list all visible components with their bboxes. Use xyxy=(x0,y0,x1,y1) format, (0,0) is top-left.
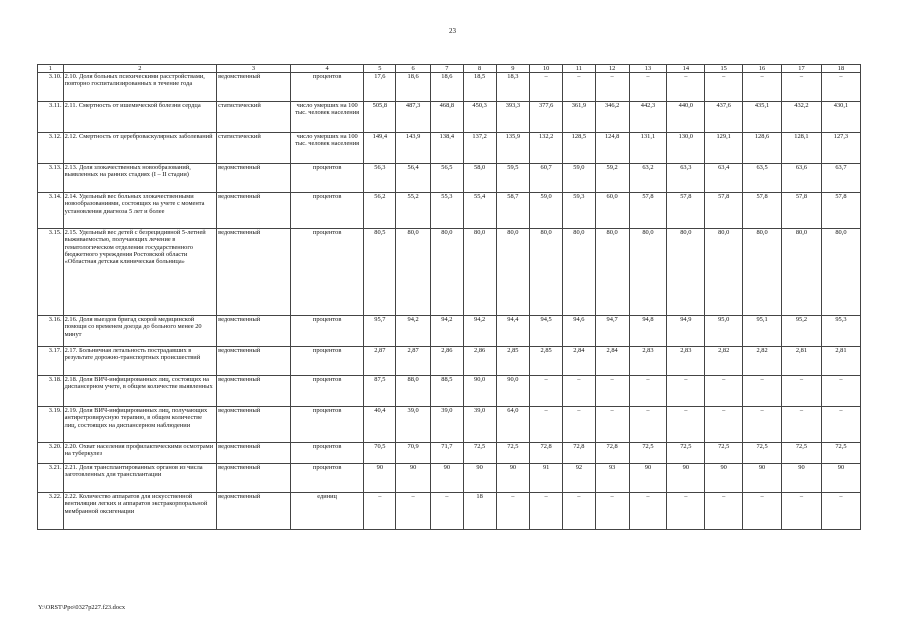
value-cell: 430,1 xyxy=(821,102,860,133)
row-number: 3.22. xyxy=(38,493,64,530)
unit-of-measure: процентов xyxy=(290,193,364,229)
value-cell: 90 xyxy=(821,464,860,493)
table-row xyxy=(38,347,861,376)
indicator-name: 2.17. Больничная летальность пострадавших в результате дорожно-транспортных происшествий xyxy=(63,347,217,376)
table-row xyxy=(38,73,861,102)
value-cell: – xyxy=(821,376,860,407)
indicator-type: ведомственный xyxy=(217,464,291,493)
value-cell: – xyxy=(667,407,705,443)
value-cell: 39,0 xyxy=(431,407,464,443)
header-cell: 9 xyxy=(496,65,530,73)
value-cell: 57,8 xyxy=(629,193,667,229)
value-cell: 94,2 xyxy=(396,316,431,347)
value-cell: – xyxy=(563,376,596,407)
value-cell: 57,8 xyxy=(705,193,743,229)
value-cell: 128,1 xyxy=(782,133,822,164)
value-cell: 80,5 xyxy=(364,229,396,316)
value-cell: 57,8 xyxy=(743,193,782,229)
indicator-type: ведомственный xyxy=(217,443,291,464)
header-cell: 7 xyxy=(431,65,464,73)
value-cell: 2,81 xyxy=(821,347,860,376)
value-cell: 63,4 xyxy=(705,164,743,193)
value-cell: 94,4 xyxy=(496,316,530,347)
value-cell: 127,3 xyxy=(821,133,860,164)
page-number: 23 xyxy=(449,27,456,35)
unit-of-measure: процентов xyxy=(290,347,364,376)
value-cell: 56,3 xyxy=(364,164,396,193)
value-cell: 442,3 xyxy=(629,102,667,133)
value-cell: 94,7 xyxy=(595,316,629,347)
value-cell: – xyxy=(396,493,431,530)
value-cell: 58,0 xyxy=(463,164,496,193)
value-cell: – xyxy=(595,73,629,102)
footer-path: Y:\ORST\Ppo\0327p227.f23.docx xyxy=(38,604,126,611)
value-cell: – xyxy=(743,376,782,407)
value-cell: 80,0 xyxy=(396,229,431,316)
indicator-type: статистический xyxy=(217,102,291,133)
value-cell: 2,82 xyxy=(705,347,743,376)
value-cell: 87,5 xyxy=(364,376,396,407)
value-cell: 72,5 xyxy=(463,443,496,464)
value-cell: – xyxy=(563,407,596,443)
row-number: 3.20. xyxy=(38,443,64,464)
value-cell: 72,5 xyxy=(667,443,705,464)
value-cell: 90,0 xyxy=(496,376,530,407)
header-row xyxy=(38,65,861,73)
value-cell: 72,5 xyxy=(821,443,860,464)
value-cell: 59,0 xyxy=(563,164,596,193)
value-cell: 94,6 xyxy=(563,316,596,347)
indicator-name: 2.14. Удельный вес больных злокачественными новообразованиями, состоящих на учете с момента установления диагноза 5 лет и более xyxy=(63,193,217,229)
value-cell: 63,6 xyxy=(782,164,822,193)
value-cell: 90 xyxy=(364,464,396,493)
value-cell: 57,8 xyxy=(782,193,822,229)
value-cell: – xyxy=(821,73,860,102)
value-cell: 432,2 xyxy=(782,102,822,133)
indicator-type: ведомственный xyxy=(217,347,291,376)
value-cell: 377,6 xyxy=(530,102,563,133)
value-cell: – xyxy=(667,73,705,102)
value-cell: 72,5 xyxy=(629,443,667,464)
value-cell: 80,0 xyxy=(530,229,563,316)
indicator-type: ведомственный xyxy=(217,493,291,530)
row-number: 3.21. xyxy=(38,464,64,493)
row-number: 3.18. xyxy=(38,376,64,407)
value-cell: 55,4 xyxy=(463,193,496,229)
value-cell: 505,8 xyxy=(364,102,396,133)
value-cell: 80,0 xyxy=(782,229,822,316)
indicator-type: ведомственный xyxy=(217,376,291,407)
unit-of-measure: единиц xyxy=(290,493,364,530)
value-cell: 63,5 xyxy=(743,164,782,193)
table-row xyxy=(38,493,861,530)
row-number: 3.11. xyxy=(38,102,64,133)
value-cell: 80,0 xyxy=(595,229,629,316)
value-cell: 92 xyxy=(563,464,596,493)
value-cell: – xyxy=(595,493,629,530)
indicator-name: 2.19. Доля ВИЧ-инфицированных лиц, получающих антиретровирусную терапию, в общем количестве лиц, состоящих на диспансерном наблюдении xyxy=(63,407,217,443)
header-cell: 17 xyxy=(782,65,822,73)
value-cell: 72,5 xyxy=(743,443,782,464)
value-cell: 17,6 xyxy=(364,73,396,102)
value-cell: 18,5 xyxy=(463,73,496,102)
value-cell: 40,4 xyxy=(364,407,396,443)
indicator-name: 2.18. Доля ВИЧ-инфицированных лиц, состоящих на диспансерном учете, в общем количестве выявленных xyxy=(63,376,217,407)
value-cell: – xyxy=(782,73,822,102)
unit-of-measure: процентов xyxy=(290,73,364,102)
header-cell: 2 xyxy=(63,65,217,73)
value-cell: 18,6 xyxy=(396,73,431,102)
value-cell: 90 xyxy=(782,464,822,493)
value-cell: 80,0 xyxy=(667,229,705,316)
value-cell: 60,7 xyxy=(530,164,563,193)
value-cell: 59,0 xyxy=(530,193,563,229)
value-cell: 94,2 xyxy=(463,316,496,347)
value-cell: – xyxy=(530,493,563,530)
indicator-type: ведомственный xyxy=(217,229,291,316)
value-cell: 2,84 xyxy=(595,347,629,376)
value-cell: 56,5 xyxy=(431,164,464,193)
value-cell: 129,1 xyxy=(705,133,743,164)
indicator-type: ведомственный xyxy=(217,407,291,443)
value-cell: 88,5 xyxy=(431,376,464,407)
value-cell: 2,85 xyxy=(496,347,530,376)
value-cell: 128,6 xyxy=(743,133,782,164)
row-number: 3.12. xyxy=(38,133,64,164)
value-cell: 80,0 xyxy=(463,229,496,316)
unit-of-measure: процентов xyxy=(290,407,364,443)
value-cell: – xyxy=(629,376,667,407)
value-cell: 450,3 xyxy=(463,102,496,133)
header-cell: 10 xyxy=(530,65,563,73)
value-cell: – xyxy=(629,493,667,530)
value-cell: 72,8 xyxy=(530,443,563,464)
value-cell: 94,5 xyxy=(530,316,563,347)
value-cell: – xyxy=(821,407,860,443)
value-cell: 95,3 xyxy=(821,316,860,347)
table-row xyxy=(38,133,861,164)
value-cell: 58,7 xyxy=(496,193,530,229)
unit-of-measure: число умерших на 100 тыс. человек населения xyxy=(290,133,364,164)
value-cell: 18 xyxy=(463,493,496,530)
value-cell: – xyxy=(530,407,563,443)
value-cell: 2,83 xyxy=(667,347,705,376)
value-cell: – xyxy=(667,493,705,530)
value-cell: 80,0 xyxy=(496,229,530,316)
value-cell: 2,83 xyxy=(629,347,667,376)
value-cell: 70,9 xyxy=(396,443,431,464)
unit-of-measure: процентов xyxy=(290,443,364,464)
value-cell: – xyxy=(782,493,822,530)
indicator-name: 2.10. Доля больных психическими расстройствами, повторно госпитализированных в течение года xyxy=(63,73,217,102)
value-cell: – xyxy=(530,73,563,102)
value-cell: 2,81 xyxy=(782,347,822,376)
value-cell: 71,7 xyxy=(431,443,464,464)
value-cell: 2,85 xyxy=(530,347,563,376)
value-cell: 346,2 xyxy=(595,102,629,133)
row-number: 3.14. xyxy=(38,193,64,229)
header-cell: 3 xyxy=(217,65,291,73)
row-number: 3.13. xyxy=(38,164,64,193)
value-cell: – xyxy=(667,376,705,407)
indicator-name: 2.20. Охват населения профилактическими осмотрами на туберкулез xyxy=(63,443,217,464)
value-cell: 91 xyxy=(530,464,563,493)
row-number: 3.19. xyxy=(38,407,64,443)
value-cell: 137,2 xyxy=(463,133,496,164)
value-cell: 90 xyxy=(431,464,464,493)
table-row xyxy=(38,376,861,407)
unit-of-measure: процентов xyxy=(290,464,364,493)
table-row xyxy=(38,464,861,493)
header-cell: 12 xyxy=(595,65,629,73)
value-cell: 80,0 xyxy=(629,229,667,316)
value-cell: 2,87 xyxy=(364,347,396,376)
value-cell: 63,7 xyxy=(821,164,860,193)
indicator-type: статистический xyxy=(217,133,291,164)
value-cell: 55,2 xyxy=(396,193,431,229)
value-cell: 95,2 xyxy=(782,316,822,347)
value-cell: 59,3 xyxy=(563,193,596,229)
unit-of-measure: процентов xyxy=(290,316,364,347)
unit-of-measure: число умерших на 100 тыс. человек населения xyxy=(290,102,364,133)
value-cell: 93 xyxy=(595,464,629,493)
value-cell: 138,4 xyxy=(431,133,464,164)
value-cell: 18,6 xyxy=(431,73,464,102)
value-cell: – xyxy=(705,73,743,102)
value-cell: 70,5 xyxy=(364,443,396,464)
value-cell: 128,5 xyxy=(563,133,596,164)
value-cell: 90 xyxy=(463,464,496,493)
indicator-name: 2.15. Удельный вес детей с безрецидивной 5-летней выживаемостью, получающих лечение в гематологическом отделении государственного бюджетного учреждения Ростовской области «Областная детская клиническая больница» xyxy=(63,229,217,316)
value-cell: 440,0 xyxy=(667,102,705,133)
value-cell: 80,0 xyxy=(431,229,464,316)
value-cell: – xyxy=(431,493,464,530)
value-cell: 60,0 xyxy=(595,193,629,229)
value-cell: 95,7 xyxy=(364,316,396,347)
header-cell: 5 xyxy=(364,65,396,73)
value-cell: 131,1 xyxy=(629,133,667,164)
indicator-type: ведомственный xyxy=(217,73,291,102)
value-cell: 80,0 xyxy=(563,229,596,316)
value-cell: 90,0 xyxy=(463,376,496,407)
unit-of-measure: процентов xyxy=(290,164,364,193)
value-cell: 57,8 xyxy=(821,193,860,229)
value-cell: 94,2 xyxy=(431,316,464,347)
value-cell: 88,0 xyxy=(396,376,431,407)
value-cell: – xyxy=(496,493,530,530)
value-cell: – xyxy=(563,493,596,530)
value-cell: – xyxy=(629,407,667,443)
value-cell: 149,4 xyxy=(364,133,396,164)
value-cell: 435,1 xyxy=(743,102,782,133)
value-cell: 132,2 xyxy=(530,133,563,164)
value-cell: 59,2 xyxy=(595,164,629,193)
value-cell: 63,3 xyxy=(667,164,705,193)
value-cell: – xyxy=(705,407,743,443)
value-cell: – xyxy=(705,493,743,530)
header-cell: 8 xyxy=(463,65,496,73)
table-row xyxy=(38,164,861,193)
indicator-type: ведомственный xyxy=(217,193,291,229)
value-cell: – xyxy=(530,376,563,407)
value-cell: 361,9 xyxy=(563,102,596,133)
value-cell: 90 xyxy=(667,464,705,493)
value-cell: 468,8 xyxy=(431,102,464,133)
indicator-name: 2.16. Доля выездов бригад скорой медицинской помощи со временем доезда до больного менее 20 минут xyxy=(63,316,217,347)
value-cell: – xyxy=(821,493,860,530)
value-cell: 90 xyxy=(705,464,743,493)
value-cell: – xyxy=(364,493,396,530)
value-cell: 2,84 xyxy=(563,347,596,376)
value-cell: 2,87 xyxy=(396,347,431,376)
value-cell: 80,0 xyxy=(821,229,860,316)
table-row xyxy=(38,443,861,464)
value-cell: – xyxy=(743,73,782,102)
value-cell: – xyxy=(782,376,822,407)
value-cell: 2,82 xyxy=(743,347,782,376)
value-cell: 94,9 xyxy=(667,316,705,347)
indicator-table xyxy=(37,64,861,530)
value-cell: 90 xyxy=(396,464,431,493)
value-cell: 18,3 xyxy=(496,73,530,102)
value-cell: 56,4 xyxy=(396,164,431,193)
indicator-name: 2.21. Доля трансплантированных органов из числа заготовленных для трансплантации xyxy=(63,464,217,493)
value-cell: 487,3 xyxy=(396,102,431,133)
value-cell: 2,86 xyxy=(463,347,496,376)
row-number: 3.10. xyxy=(38,73,64,102)
value-cell: – xyxy=(705,376,743,407)
value-cell: – xyxy=(629,73,667,102)
value-cell: 90 xyxy=(743,464,782,493)
header-cell: 16 xyxy=(743,65,782,73)
row-number: 3.16. xyxy=(38,316,64,347)
table-row xyxy=(38,229,861,316)
unit-of-measure: процентов xyxy=(290,376,364,407)
value-cell: 72,5 xyxy=(705,443,743,464)
value-cell: 130,0 xyxy=(667,133,705,164)
header-cell: 15 xyxy=(705,65,743,73)
value-cell: 143,9 xyxy=(396,133,431,164)
value-cell: 90 xyxy=(496,464,530,493)
value-cell: 56,2 xyxy=(364,193,396,229)
value-cell: 55,3 xyxy=(431,193,464,229)
indicator-name: 2.22. Количество аппаратов для искусственной вентиляции легких и аппаратов экстракорпоральной мембранной оксигенации xyxy=(63,493,217,530)
value-cell: 80,0 xyxy=(705,229,743,316)
header-cell: 1 xyxy=(38,65,64,73)
header-cell: 6 xyxy=(396,65,431,73)
value-cell: – xyxy=(563,73,596,102)
indicator-name: 2.13. Доля злокачественных новообразований, выявленных на ранних стадиях (I – II стадии) xyxy=(63,164,217,193)
unit-of-measure: процентов xyxy=(290,229,364,316)
table-row xyxy=(38,193,861,229)
value-cell: 64,0 xyxy=(496,407,530,443)
value-cell: 124,8 xyxy=(595,133,629,164)
header-cell: 4 xyxy=(290,65,364,73)
value-cell: 437,6 xyxy=(705,102,743,133)
value-cell: 95,0 xyxy=(705,316,743,347)
value-cell: 72,8 xyxy=(595,443,629,464)
value-cell: – xyxy=(595,376,629,407)
table-row xyxy=(38,316,861,347)
value-cell: – xyxy=(743,493,782,530)
value-cell: – xyxy=(782,407,822,443)
value-cell: 95,1 xyxy=(743,316,782,347)
indicator-type: ведомственный xyxy=(217,316,291,347)
value-cell: – xyxy=(743,407,782,443)
value-cell: 72,5 xyxy=(782,443,822,464)
value-cell: 39,0 xyxy=(396,407,431,443)
header-cell: 11 xyxy=(563,65,596,73)
value-cell: 90 xyxy=(629,464,667,493)
value-cell: 39,0 xyxy=(463,407,496,443)
header-cell: 14 xyxy=(667,65,705,73)
table-row xyxy=(38,102,861,133)
value-cell: 393,3 xyxy=(496,102,530,133)
value-cell: 2,86 xyxy=(431,347,464,376)
value-cell: 80,0 xyxy=(743,229,782,316)
indicator-name: 2.11. Смертность от ишемической болезни сердца xyxy=(63,102,217,133)
value-cell: 57,8 xyxy=(667,193,705,229)
table-row xyxy=(38,407,861,443)
row-number: 3.15. xyxy=(38,229,64,316)
value-cell: 72,5 xyxy=(496,443,530,464)
value-cell: 135,9 xyxy=(496,133,530,164)
value-cell: 59,5 xyxy=(496,164,530,193)
indicator-type: ведомственный xyxy=(217,164,291,193)
value-cell: 72,8 xyxy=(563,443,596,464)
value-cell: – xyxy=(595,407,629,443)
row-number: 3.17. xyxy=(38,347,64,376)
indicator-name: 2.12. Смертность от цереброваскулярных заболеваний xyxy=(63,133,217,164)
value-cell: 63,2 xyxy=(629,164,667,193)
value-cell: 94,8 xyxy=(629,316,667,347)
header-cell: 13 xyxy=(629,65,667,73)
header-cell: 18 xyxy=(821,65,860,73)
